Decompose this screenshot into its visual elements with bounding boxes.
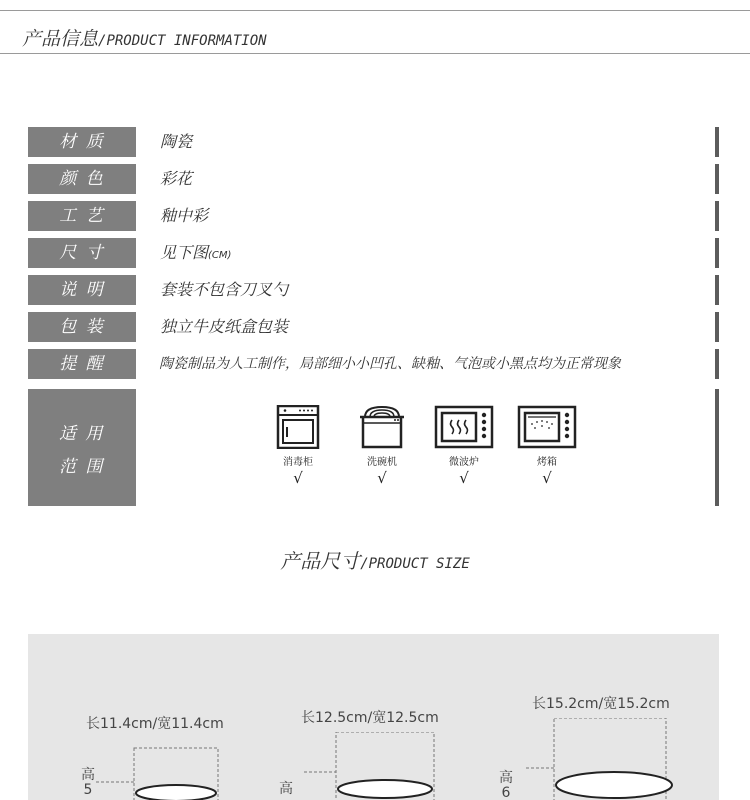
title-cn: 产品信息 [22,28,99,50]
bowl-3-diagram [522,718,712,800]
size-title-en: /PRODUCT SIZE [360,556,470,572]
sterilizer-cabinet-icon [275,405,321,449]
spec-value: 独立牛皮纸盒包装 [136,312,719,342]
top-divider [0,10,750,11]
spec-value: 釉中彩 [136,201,719,231]
spec-row-material [28,127,719,157]
spec-label: 尺 寸 [28,238,136,268]
check-mark: √ [293,469,303,487]
spec-unit: (CM) [208,250,232,261]
header-divider [0,53,750,54]
page-title [22,24,267,51]
check-mark: √ [377,469,387,487]
appliance-dishwasher [347,405,417,486]
spec-label: 说 明 [28,275,136,305]
spec-label: 材 质 [28,127,136,157]
bowl-1-diagram [84,744,234,800]
usage-label-line1: 适 用 [59,424,105,444]
title-en: /PRODUCT INFORMATION [98,33,267,49]
bowl-2-diagram [296,732,466,800]
spec-row-size [28,238,719,268]
appliance-name: 消毒柜 [283,457,313,468]
usage-label [28,389,136,506]
spec-row-color [28,164,719,194]
spec-label: 包 装 [28,312,136,342]
size-title-cn: 产品尺寸 [280,549,361,573]
spec-value: 套装不包含刀叉勺 [136,275,719,305]
bowl-2-height-label: 高 [279,781,293,797]
spec-value: 彩花 [136,164,719,194]
size-section-title [0,545,750,574]
spec-row-note [28,275,719,305]
bowl-1-height-label: 高5 [81,767,95,798]
bowl-3-dimensions: 长15.2cm/宽15.2cm [532,696,670,712]
check-mark: √ [459,469,469,487]
spec-value [136,238,719,268]
usage-box [136,389,719,506]
spec-value: 陶瓷 [136,127,719,157]
oven-icon [517,405,577,449]
spec-row-reminder [28,349,719,379]
appliance-microwave [429,405,499,486]
dishwasher-icon [357,405,407,449]
spec-value: 陶瓷制品为人工制作，局部细小小凹孔、缺釉、气泡或小黑点均为正常现象 [136,349,719,379]
usage-label-line2: 范 围 [59,457,105,477]
appliance-name: 烤箱 [537,457,557,468]
appliance-sterilizer [263,405,333,486]
appliance-name: 洗碗机 [367,457,397,468]
spec-row-packaging [28,312,719,342]
bowl-3-height-label: 高6 [499,770,513,800]
spec-label: 提 醒 [28,349,136,379]
spec-label: 颜 色 [28,164,136,194]
spec-label: 工 艺 [28,201,136,231]
size-panel [28,634,719,800]
appliance-name: 微波炉 [449,457,479,468]
bowl-2-dimensions: 长12.5cm/宽12.5cm [301,710,439,726]
check-mark: √ [542,469,552,487]
appliance-oven [512,405,582,486]
spec-row-craft [28,201,719,231]
bowl-1-dimensions: 长11.4cm/宽11.4cm [86,716,224,732]
spec-value-text: 见下图 [160,243,209,262]
microwave-icon [434,405,494,449]
